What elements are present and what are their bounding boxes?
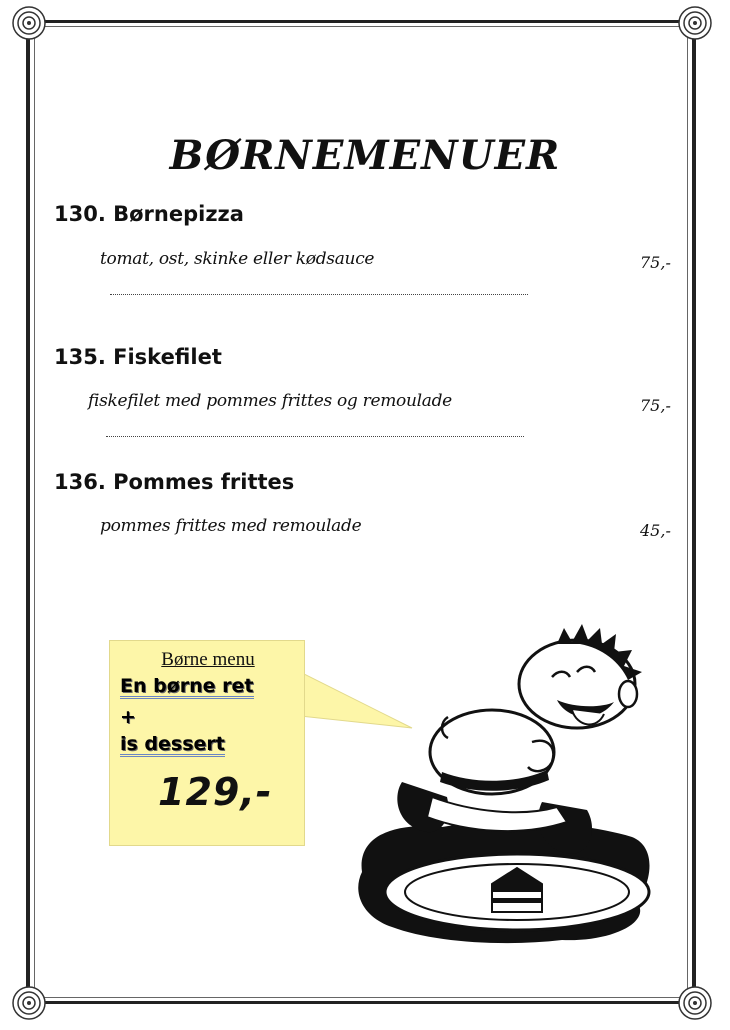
corner-ornament-icon bbox=[676, 4, 714, 42]
offer-heading: Børne menu bbox=[161, 649, 255, 670]
menu-item-name: 135. Fiskefilet bbox=[54, 345, 222, 369]
offer-line-main-dish: En børne ret bbox=[120, 675, 254, 697]
happy-child-icon bbox=[352, 622, 662, 952]
dotted-separator bbox=[106, 436, 524, 437]
menu-item-description: pommes frittes med remoulade bbox=[100, 516, 362, 536]
offer-line-dessert: is dessert bbox=[120, 733, 225, 755]
menu-item-description: tomat, ost, skinke eller kødsauce bbox=[100, 249, 375, 269]
menu-item-name: 130. Børnepizza bbox=[54, 202, 244, 226]
menu-item-price: 45,- bbox=[640, 521, 671, 540]
menu-item-name: 136. Pommes frittes bbox=[54, 470, 295, 494]
corner-ornament-icon bbox=[10, 4, 48, 42]
page-title: BØRNEMENUER bbox=[169, 132, 561, 179]
offer-price: 129,- bbox=[158, 770, 273, 814]
menu-item-price: 75,- bbox=[640, 396, 671, 415]
menu-item-price: 75,- bbox=[640, 253, 671, 272]
corner-ornament-icon bbox=[676, 984, 714, 1022]
corner-ornament-icon bbox=[10, 984, 48, 1022]
offer-plus: + bbox=[120, 706, 136, 728]
dotted-separator bbox=[110, 294, 528, 295]
menu-item-description: fiskefilet med pommes frittes og remoulade bbox=[88, 391, 452, 411]
